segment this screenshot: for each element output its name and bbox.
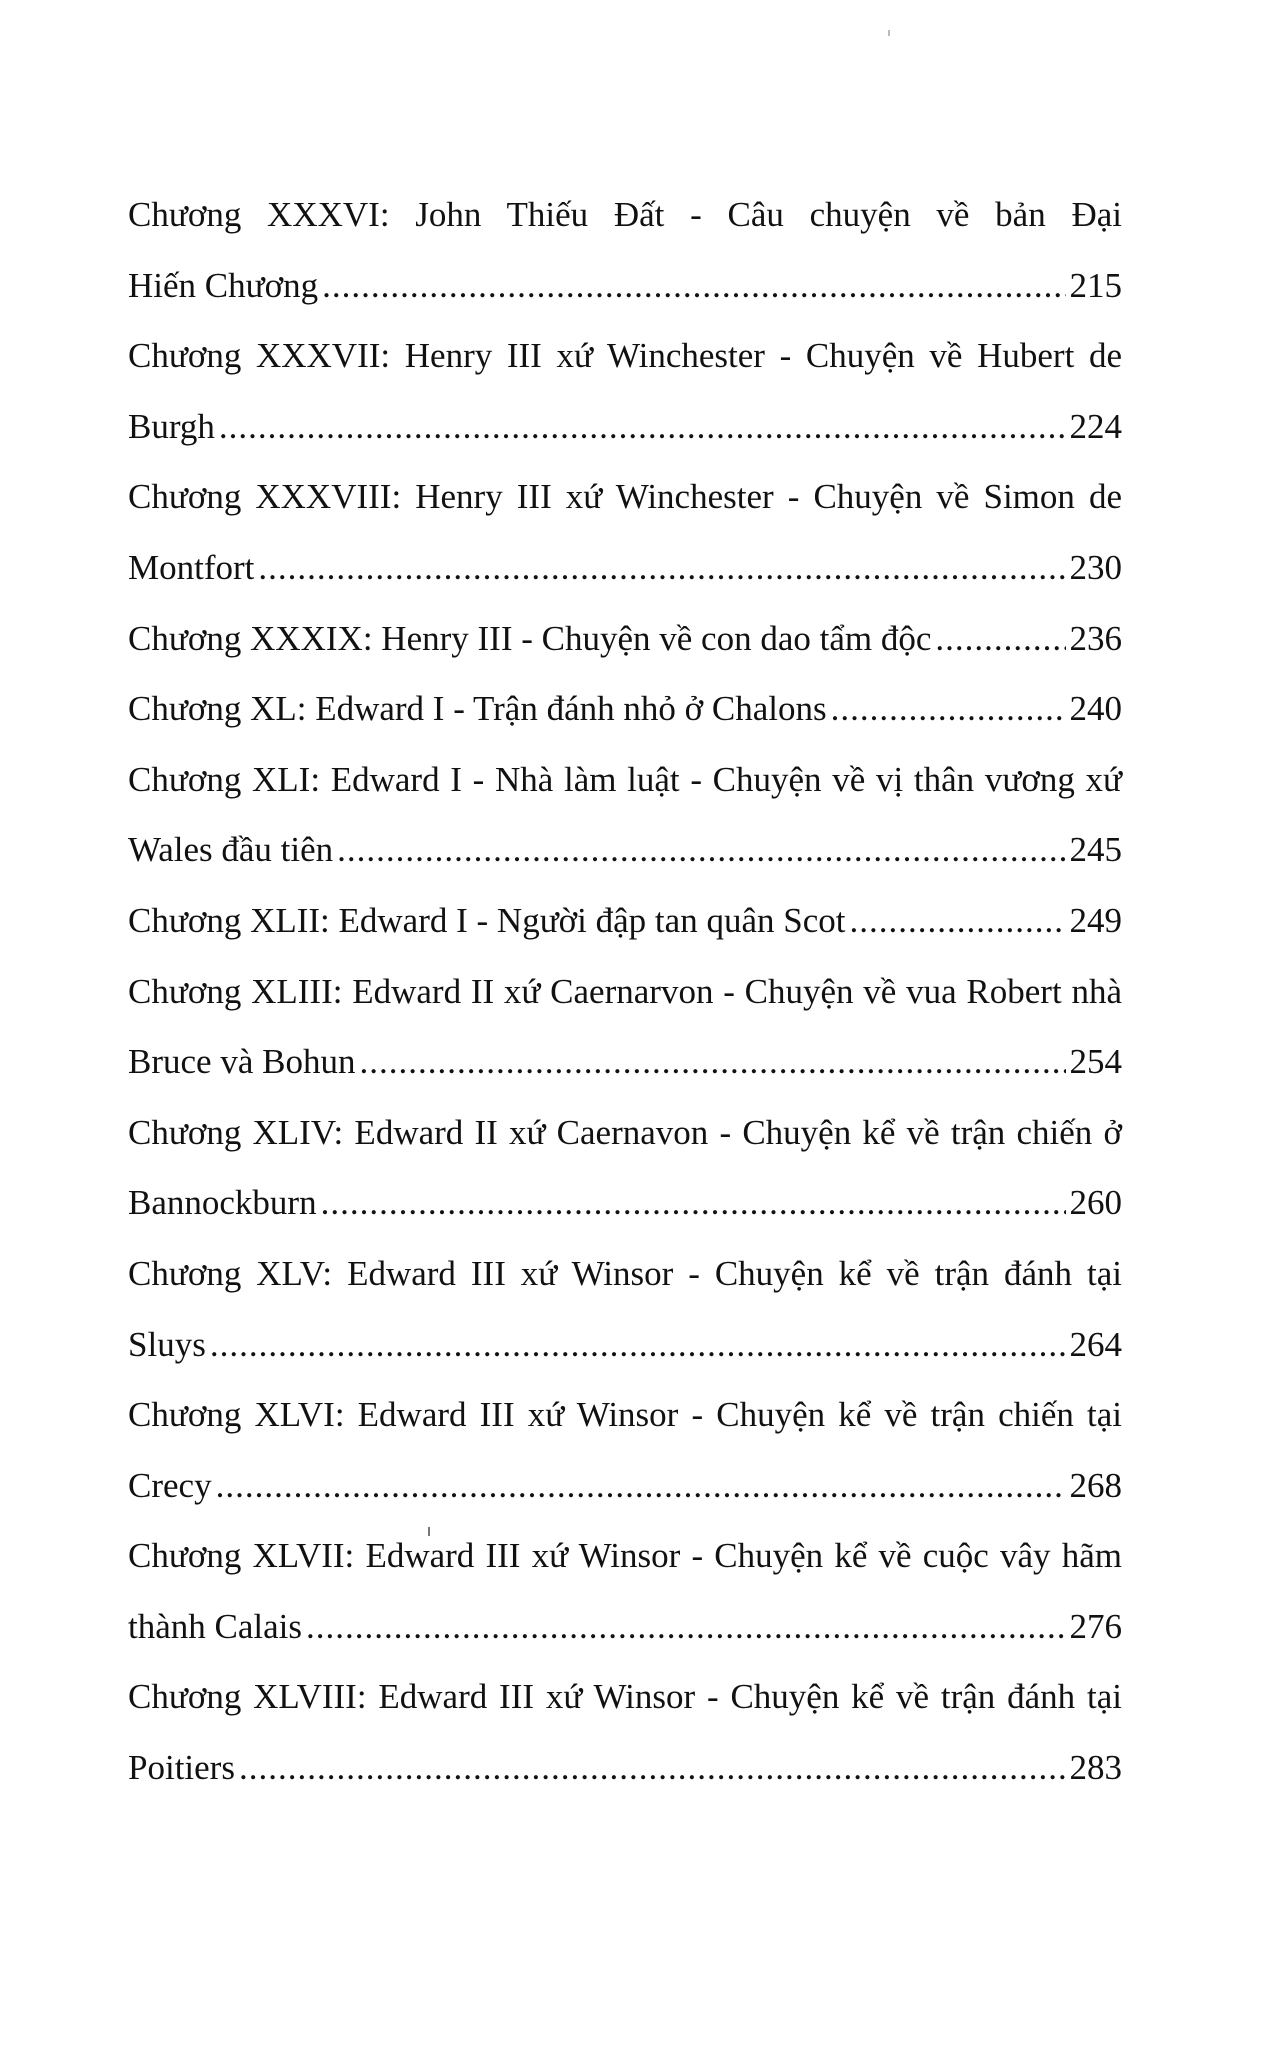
toc-entry-line: Chương XXXVIII: Henry III xứ Winchester - Chuyện về Simon de	[128, 477, 1122, 517]
toc-entry-line: Chương XLVII: Edward III xứ Winsor - Chuyện kể về cuộc vây hãm	[128, 1536, 1122, 1576]
toc-entry-line	[128, 1592, 1122, 1663]
toc-entry-title: Wales đầu tiên	[128, 830, 334, 870]
toc-entry-line	[128, 251, 1122, 322]
toc-entry-title: Bannockburn	[128, 1183, 317, 1223]
toc-entry-line: Chương XLI: Edward I - Nhà làm luật - Chuyện về vị thân vương xứ	[128, 759, 1122, 799]
toc-entry-line: Chương XXXVI: John Thiếu Đất - Câu chuyện về bản Đại	[128, 195, 1122, 234]
toc-page-number: 236	[1069, 618, 1122, 658]
toc-entry-line	[128, 886, 1122, 957]
toc-page-number: 276	[1069, 1606, 1122, 1646]
dot-leader	[337, 815, 1065, 886]
toc-page-number: 283	[1069, 1748, 1122, 1788]
toc-entry-line	[128, 604, 1122, 675]
toc-entry-line	[128, 1168, 1122, 1239]
scan-speck	[888, 30, 890, 36]
dot-leader	[321, 1168, 1066, 1239]
toc-entry-title: Montfort	[128, 547, 255, 587]
toc-page-number: 230	[1069, 547, 1122, 587]
toc-entry-title: Burgh	[128, 406, 215, 446]
dot-leader	[322, 251, 1065, 322]
toc-entry-line	[128, 1310, 1122, 1381]
dot-leader	[210, 1310, 1066, 1381]
toc-entry-line	[128, 1027, 1122, 1098]
toc-page-number: 260	[1069, 1183, 1122, 1223]
toc-entry-line: Chương XLIV: Edward II xứ Caernavon - Chuyện kể về trận chiến ở	[128, 1112, 1122, 1152]
dot-leader	[258, 533, 1065, 604]
toc-page-number: 240	[1069, 689, 1122, 729]
dot-leader	[219, 392, 1066, 463]
toc-entry-line	[128, 392, 1122, 463]
toc-entry-line: Chương XLVIII: Edward III xứ Winsor - Chuyện kể về trận đánh tại	[128, 1677, 1122, 1717]
toc-page-number: 264	[1069, 1324, 1122, 1364]
dot-leader	[831, 674, 1066, 745]
toc-page-number: 224	[1069, 406, 1122, 446]
dot-leader	[935, 604, 1065, 675]
toc-entry-line: Chương XLIII: Edward II xứ Caernarvon - Chuyện về vua Robert nhà	[128, 971, 1122, 1011]
toc-entry-title: Hiến Chương	[128, 265, 319, 305]
toc-entry-line	[128, 1733, 1122, 1804]
toc-entry-title: Crecy	[128, 1465, 212, 1505]
toc-entry-title: Poitiers	[128, 1748, 235, 1788]
toc-entry-line	[128, 533, 1122, 604]
toc-entry-title: thành Calais	[128, 1606, 302, 1646]
toc-entry-title: Chương XLII: Edward I - Người đập tan quân Scot	[128, 900, 846, 940]
toc-page-number: 249	[1069, 900, 1122, 940]
dot-leader	[849, 886, 1065, 957]
toc-entry-title: Chương XL: Edward I - Trận đánh nhỏ ở Chalons	[128, 689, 827, 729]
toc-entry-line	[128, 1451, 1122, 1522]
toc-entry-title: Chương XXXIX: Henry III - Chuyện về con dao tẩm độc	[128, 618, 932, 658]
dot-leader	[359, 1027, 1065, 1098]
toc-entry-line	[128, 674, 1122, 745]
toc-page-number: 268	[1069, 1465, 1122, 1505]
toc-entry-title: Sluys	[128, 1324, 206, 1364]
toc-entry-title: Bruce và Bohun	[128, 1042, 356, 1082]
toc-page-number: 245	[1069, 830, 1122, 870]
toc-entry-line: Chương XXXVII: Henry III xứ Winchester - Chuyện về Hubert de	[128, 336, 1122, 376]
dot-leader	[216, 1451, 1066, 1522]
toc-entry-line: Chương XLVI: Edward III xứ Winsor - Chuyện kể về trận chiến tại	[128, 1395, 1122, 1435]
dot-leader	[306, 1592, 1066, 1663]
toc-entry-line: Chương XLV: Edward III xứ Winsor - Chuyện kể về trận đánh tại	[128, 1253, 1122, 1293]
toc-entry-line	[128, 815, 1122, 886]
table-of-contents	[128, 180, 1122, 1804]
dot-leader	[239, 1733, 1066, 1804]
toc-page-number: 215	[1069, 265, 1122, 305]
toc-page-number: 254	[1069, 1042, 1122, 1082]
